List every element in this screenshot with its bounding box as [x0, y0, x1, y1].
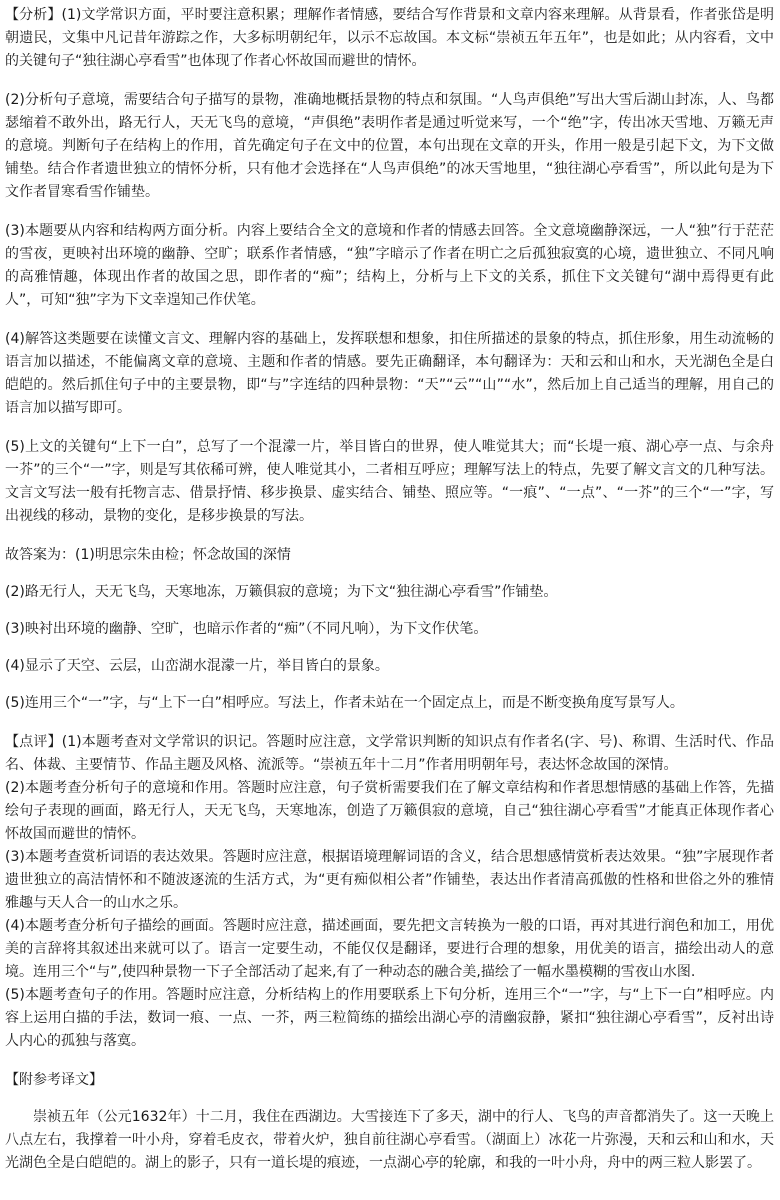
comment-2: (2)本题考查分析句子的意境和作用。答题时应注意，句子赏析需要我们在了解文章结构和作者思想情感的基础上作答，先描绘句子表现的画面，路无行人，天无飞鸟，天寒地冻，创造了万籁俱寂的意境，自己“独往湖心亭看雪”才能真正体现作者心怀故国而避世的情怀。 [5, 780, 774, 842]
analysis-point-4: (4)解答这类题要在读懂文言文、理解内容的基础上，发挥联想和想象，扣住所描述的景象的特点，抓住形象，用生动流畅的语言加以描述，不能偏离文章的意境、主题和作者的情感。要先正确翻译，本句翻译为：天和云和山和水，天光湖色全是白皑皑的。然后抓住句子中的主要景物，即“与”字连结的四种景物：“天”“云”“山”“水”，然后加上自己适当的理解，用自己的语言加以描写即可。 [5, 331, 774, 416]
answer-2: (2)路无行人，天无飞鸟，天寒地冻，万籁俱寂的意境；为下文“独往湖心亭看雪”作铺垫。 [5, 584, 558, 600]
answer-5: (5)连用三个“一”字，与“上下一白”相呼应。写法上，作者未站在一个固定点上，而是不断变换角度写景写人。 [5, 695, 684, 711]
analysis-point-2: (2)分析句子意境，需要结合句子描写的景物，准确地概括景物的特点和氛围。“人鸟声俱绝”写出大雪后湖山封冻，人、鸟都瑟缩着不敢外出，路无行人，天无飞鸟的意境，“声俱绝”表明作者是通过听觉来写，一个“绝”字，传出冰天雪地、万籁无声的意境。判断句子在结构上的作用，首先确定句子在文中的位置，本句出现在文章的开头，作用一般是引起下文，为下文做铺垫。结合作者遗世独立的情怀分析，只有他才会选择在“人鸟声俱绝”的冰天雪地里，“独往湖心亭看雪”，所以此句是为下文作者冒寒看雪作铺垫。 [5, 92, 774, 200]
analysis-point-3: (3)本题要从内容和结构两方面分析。内容上要结合全文的意境和作者的情感去回答。全文意境幽静深远，一人“独”行于茫茫的雪夜，更映衬出环境的幽静、空旷；联系作者情感，“独”字暗示了作者在明亡之后孤独寂寞的心境，遗世独立、不同凡响的高雅情趣，体现出作者的故国之思，即作者的“痴”；结构上，分析与上下文的关系，抓住下文关键句“湖中焉得更有此人”，可知“独”字为下文幸遑知己作伏笔。 [5, 223, 774, 308]
comment-5: (5)本题考查句子的作用。答题时应注意，分析结构上的作用要联系上下句分析，连用三个“一”字，与“上下一白”相呼应。内容上运用白描的手法，数词一痕、一点、一芥，两三粒简练的描绘出湖心亭的清幽寂静，紧扣“独往湖心亭看雪”，反衬出诗人内心的孤独与落寞。 [5, 987, 774, 1049]
comment-3: (3)本题考查赏析词语的表达效果。答题时应注意，根据语境理解词语的含义，结合思想感情赏析表达效果。“独”字展现作者遗世独立的高洁情怀和不随波逐流的生活方式，为“更有痴似相公者”作铺垫，表达出作者清高孤傲的性格和世俗之外的雅情雅趣与天人合一的山水之乐。 [5, 849, 774, 911]
answer-1: 故答案为：(1)明思宗朱由检；怀念故国的深情 [5, 547, 291, 563]
translation-header: 【附参考译文】 [5, 1072, 103, 1088]
translation-body: 崇祯五年（公元1632年）十二月，我住在西湖边。大雪接连下了多天，湖中的行人、飞鸟的声音都消失了。这一天晚上八点左右，我撑着一叶小舟，穿着毛皮衣，带着火炉，独自前往湖心亭看雪。（湖面上）冰花一片弥漫，天和云和山和水，天光湖色全是白皑皑的。湖上的影子，只有一道长堤的痕迹，一点湖心亭的轮廓，和我的一叶小舟，舟中的两三粒人影罢了。 [5, 1109, 774, 1171]
comment-4: (4)本题考查分析句子描绘的画面。答题时应注意，描述画面，要先把文言转换为一般的口语，再对其进行润色和加工，用优美的言辞将其叙述出来就可以了。语言一定要生动，不能仅仅是翻译，要进行合理的想象，用优美的语言，描绘出动人的意境。连用三个“与”,使四种景物一下子全部活动了起来,有了一种动态的融合美,描绘了一幅水墨模糊的雪夜山水图. [5, 918, 774, 980]
analysis-point-5: (5)上文的关键句“上下一白”，总写了一个混濛一片，举目皆白的世界，使人唯觉其大；而“长堤一痕、湖心亭一点、与余舟一芥”的三个“一”字，则是写其依稀可辨，使人唯觉其小，二者相互呼应；理解写法上的特点，先要了解文言文的几种写法。文言文写法一般有托物言志、借景抒情、移步换景、虚实结合、铺垫、照应等。“一痕”、“一点”、“一芥”的三个“一”字，写出视线的移动，景物的变化，是移步换景的写法。 [5, 439, 774, 524]
comment-1: 【点评】(1)本题考查对文学常识的识记。答题时应注意，文学常识判断的知识点有作者名(字、号)、称谓、生活时代、作品名、体裁、主要情节、作品主题及风格、流派等。“崇祯五年十二月”作者用明朝年号，表达怀念故国的深情。 [5, 734, 774, 773]
analysis-intro: 【分析】(1)文学常识方面，平时要注意积累；理解作者情感，要结合写作背景和文章内容来理解。从背景看，作者张岱是明朝遗民，文集中凡记昔年游踪之作，大多标明朝纪年，以示不忘故国。本文标“崇祯五年五年”，也是如此；从内容看，文中的关键句子“独往湖心亭看雪”也体现了作者心怀故国而避世的情怀。 [5, 7, 774, 69]
answer-3: (3)映衬出环境的幽静、空旷，也暗示作者的“痴”（不同凡响），为下文作伏笔。 [5, 621, 488, 637]
answer-4: (4)显示了天空、云层，山峦湖水混濛一片，举目皆白的景象。 [5, 658, 389, 674]
